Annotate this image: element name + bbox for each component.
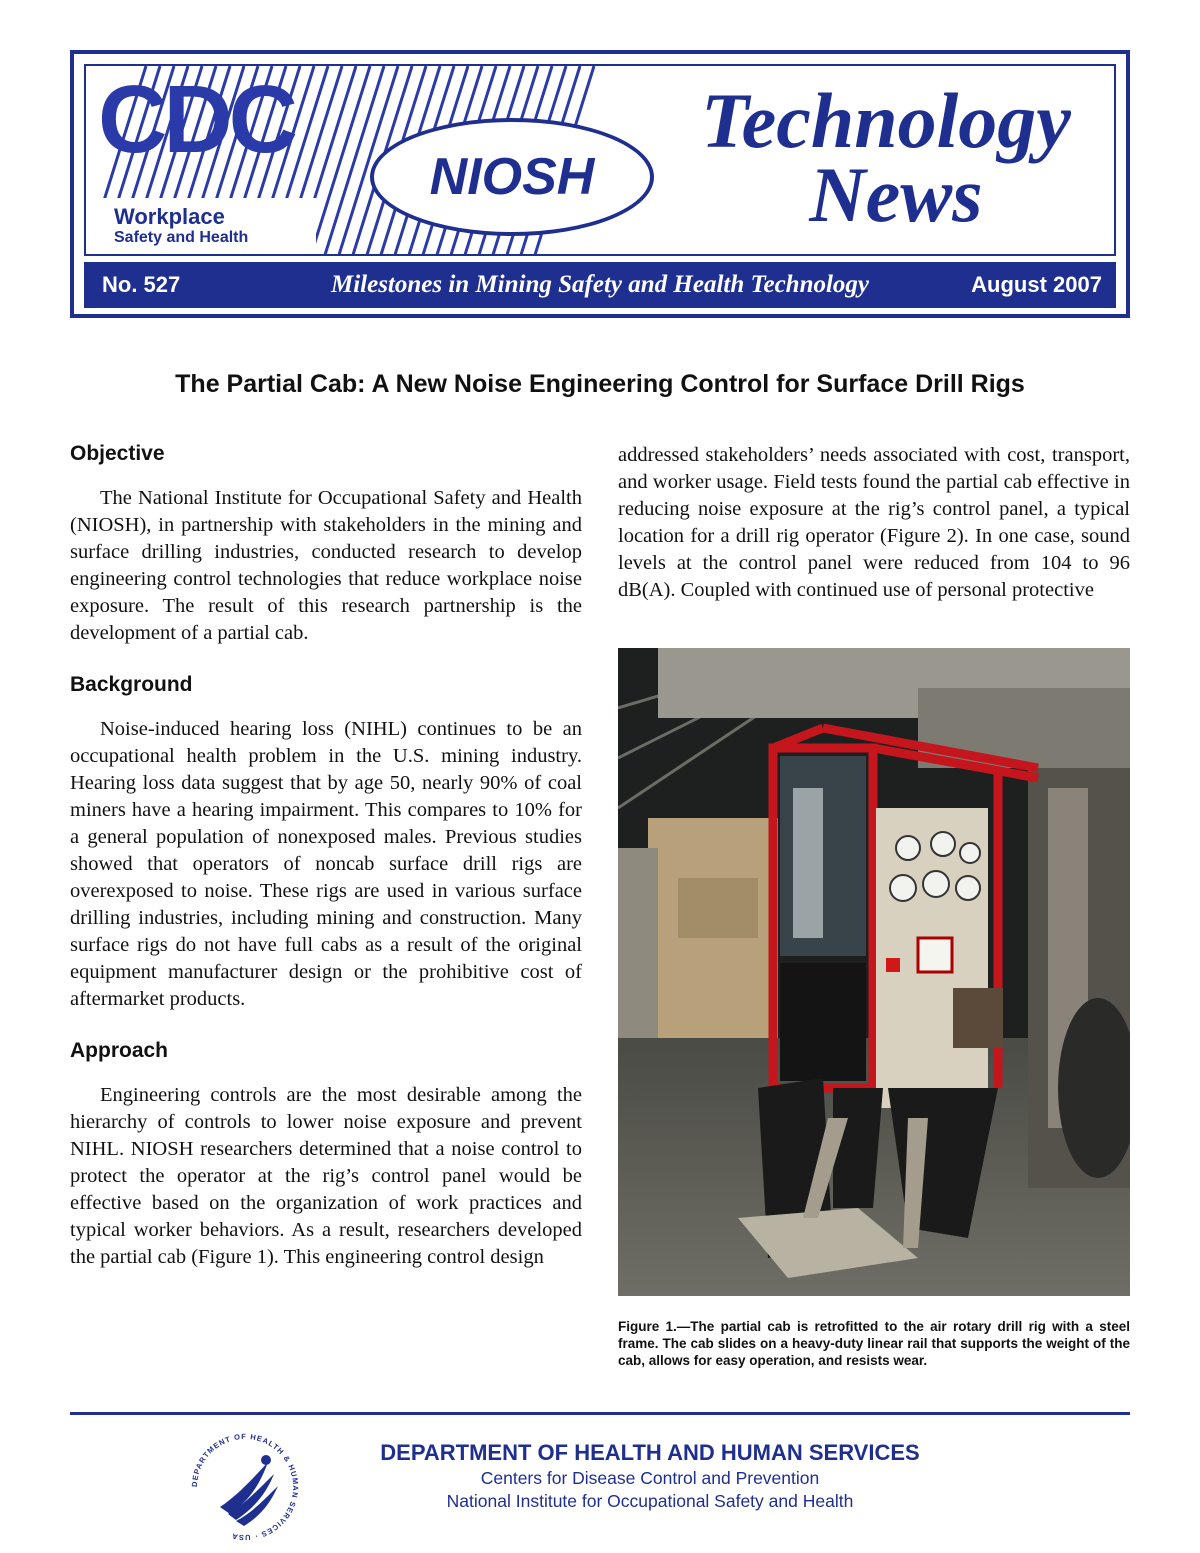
publication-title-line1: Technology xyxy=(701,77,1071,164)
masthead xyxy=(70,50,1130,318)
article-title: The Partial Cab: A New Noise Engineering Control for Surface Drill Rigs xyxy=(175,370,1025,398)
background-heading: Background xyxy=(70,673,193,696)
hhs-seal-text: DEPARTMENT OF HEALTH & HUMAN SERVICES · USA xyxy=(189,1431,301,1543)
background-paragraph: Noise-induced hearing loss (NIHL) continues to be an occupational health problem in the U.S. mining industry. Hearing loss data suggest that by age 50, nearly 90% of coal miners have a hearing impairment. This compares to 10% for a general population of nonexposed males. Previous studies showed that operators of noncab surface drill rigs are overexposed to noise. These rigs are used in various surface drilling industries, including mining and construction. Many surface rigs do not have full cabs as a result of the original equipment manufacturer design or the prohibitive cost of aftermarket products. xyxy=(70,718,582,1010)
masthead-info-bar xyxy=(84,262,1116,308)
publication-title-line2: News xyxy=(809,151,983,239)
right-column xyxy=(618,442,1130,628)
footer-cdc: Centers for Disease Control and Prevention xyxy=(480,1468,820,1488)
drill-rig-partial-cab-illustration xyxy=(618,648,1130,1296)
hhs-seal-logo xyxy=(180,1422,310,1552)
issue-number: No. 527 xyxy=(102,272,181,297)
figure1-photo xyxy=(618,648,1130,1296)
footer-agency-block xyxy=(340,1440,960,1512)
objective-heading: Objective xyxy=(70,442,165,465)
issue-date: August 2007 xyxy=(971,272,1102,297)
niosh-logo-text: NIOSH xyxy=(429,148,595,206)
footer-divider xyxy=(70,1412,1130,1415)
left-column xyxy=(70,440,582,1295)
footer-department: DEPARTMENT OF HEALTH AND HUMAN SERVICES xyxy=(380,1440,920,1465)
cdc-logo-text: CDC xyxy=(98,66,294,173)
objective-paragraph: The National Institute for Occupational Safety and Health (NIOSH), in partnership with stakeholders in the mining and surface drilling industries, conducted research to develop engineering control technologies that reduce workplace noise exposure. The result of this research partnership is the development of a partial cab. xyxy=(70,487,582,644)
masthead-banner xyxy=(84,64,1116,256)
workplace-safety-label xyxy=(114,206,248,246)
workplace-line1: Workplace xyxy=(114,204,225,229)
footer-niosh: National Institute for Occupational Safety and Health xyxy=(446,1491,854,1511)
figure1-caption: Figure 1.—The partial cab is retrofitted to the air rotary drill rig with a steel frame. The cab slides on a heavy-duty linear rail that supports the weight of the cab, allows for easy operation, and resists wear. xyxy=(618,1319,1130,1368)
publication-title xyxy=(666,77,1106,239)
approach-paragraph: Engineering controls are the most desirable among the hierarchy of controls to lower noise exposure and prevent NIHL. NIOSH researchers determined that a noise control to protect the operator at the rig’s control panel would be effective based on the organization of work practices and typical worker behaviors. As a result, researchers developed the partial cab (Figure 1). This engineering control design xyxy=(70,1084,582,1268)
continued-paragraph: addressed stakeholders’ needs associated with cost, transport, and worker usage. Field tests found the partial cab effective in reducing noise exposure at the rig’s control panel, a typical location for a drill rig operator (Figure 2). In one case, sound levels at the control panel were reduced from 104 to 96 dB(A). Coupled with continued use of personal protective xyxy=(618,444,1130,601)
niosh-logo xyxy=(370,118,654,236)
approach-heading: Approach xyxy=(70,1039,169,1062)
workplace-line2: Safety and Health xyxy=(114,229,249,246)
tagline: Milestones in Mining Safety and Health Technology xyxy=(330,271,870,298)
